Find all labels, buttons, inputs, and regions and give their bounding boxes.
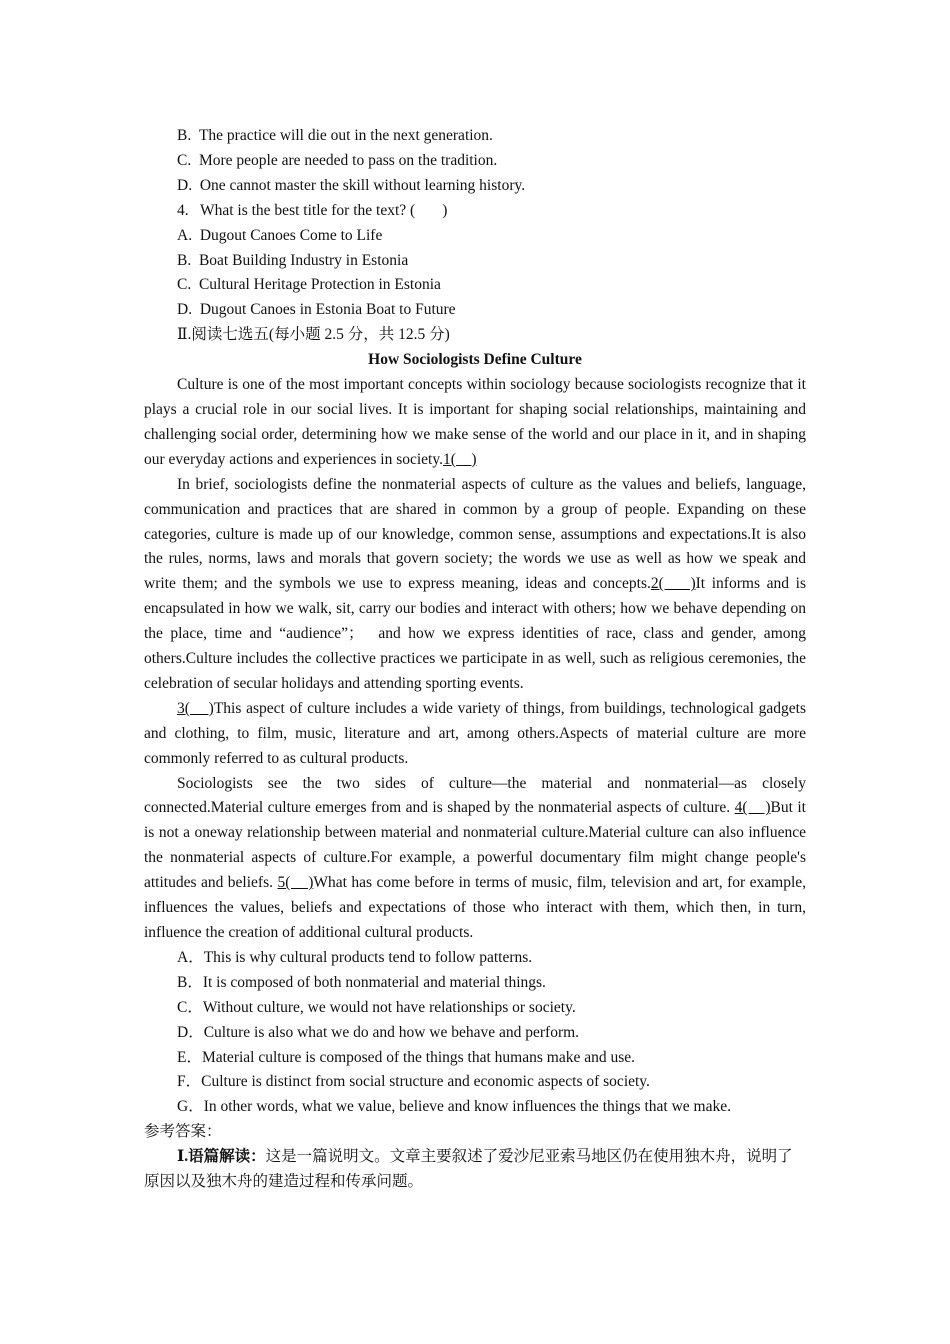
paragraph-3 — [144, 697, 806, 772]
option-e: E．Material culture is composed of the things that humans make and use. — [177, 1048, 635, 1066]
blank-5: 5( ) — [277, 874, 314, 892]
paragraph-1 — [144, 373, 806, 473]
document-page — [144, 124, 806, 1195]
q4-option-d: D. Dugout Canoes in Estonia Boat to Future — [177, 301, 456, 319]
blank-3: 3( ) — [177, 699, 214, 717]
option-b: B．It is composed of both nonmaterial and material things. — [177, 973, 546, 991]
paragraph-2-text-a: In brief, sociologists define the nonmaterial aspects of culture as the values and beliefs, language, communication and practices that are shared in common by a group of people. Expanding on these categories, culture is made up of our knowledge, common sense, assumptions and expectations.It is also the rules, norms, laws and morals that govern society; the words we use as well as how we speak and write them; and the symbols we use to express meaning, ideas and concepts. — [144, 475, 806, 593]
answer-label: Ⅰ.语篇解读： — [177, 1148, 266, 1166]
option-c: C．Without culture, we would not have relationships or society. — [177, 998, 576, 1016]
q4-option-b: B. Boat Building Industry in Estonia — [177, 251, 409, 269]
option-d: D．Culture is also what we do and how we behave and perform. — [177, 1023, 580, 1041]
q3-option-b: B. The practice will die out in the next generation. — [177, 127, 493, 144]
paragraph-1-text: Culture is one of the most important concepts within sociology because sociologists recognize that it plays a crucial role in our social lives. It is important for shaping social relationships, maintaining and challenging social order, determining how we make sense of the world and our place in it, and in shaping our everyday actions and experiences in society. — [144, 376, 806, 468]
q3-option-c: C. More people are needed to pass on the tradition. — [177, 151, 498, 169]
q4-option-c: C. Cultural Heritage Protection in Estonia — [177, 276, 441, 294]
passage-title: How Sociologists Define Culture — [368, 351, 582, 369]
option-f: F．Culture is distinct from social structure and economic aspects of society. — [177, 1073, 650, 1091]
option-a: A．This is why cultural products tend to follow patterns. — [177, 948, 533, 966]
answer-text: 这是一篇说明文。文章主要叙述了爱沙尼亚索马地区仍在使用独木舟，说明了原因以及独木舟的建造过程和传承问题。 — [144, 1148, 793, 1191]
section2-heading: Ⅱ.阅读七选五(每小题 2.5 分，共 12.5 分) — [177, 326, 450, 344]
q3-option-d: D. One cannot master the skill without learning history. — [177, 176, 526, 194]
blank-4: 4( ) — [734, 799, 771, 817]
blank-2: 2( ) — [650, 575, 696, 593]
option-g: G．In other words, what we value, believe and know influences the things that we make. — [177, 1098, 731, 1116]
blank-1: 1( ) — [442, 450, 477, 468]
paragraph-3-text: This aspect of culture includes a wide variety of things, from buildings, technological gadgets and clothing, to film, music, literature and art, among others.Aspects of material culture are more commonly referred to as cultural products. — [144, 699, 806, 767]
q4-stem: 4. What is the best title for the text? ( ) — [177, 201, 448, 219]
paragraph-4-text-c: What has come before in terms of music, film, television and art, for example, influences the values, beliefs and expectations of those who interact with them, which then, in turn, influence the creation of additional cultural products. — [144, 874, 806, 941]
paragraph-4-text-a: Sociologists see the two sides of culture—the material and nonmaterial—as closely connected.Material culture emerges from and is shaped by the nonmaterial aspects of culture. — [144, 774, 806, 817]
paragraph-2-text-b: It informs and is encapsulated in how we walk, sit, carry our bodies and interact with others; how we behave depending on the place, time and “audience”； and how we express identities of race, class and gender, among others.Culture includes the collective practices we participate in as well, such as religious ceremonies, the celebration of secular holidays and attending sporting events. — [144, 575, 807, 692]
paragraph-2 — [144, 473, 806, 697]
answer-explanation — [144, 1145, 806, 1195]
answers-heading: 参考答案： — [144, 1123, 222, 1141]
q4-option-a: A. Dugout Canoes Come to Life — [177, 226, 383, 244]
paragraph-4-text-b: But it is not a oneway relationship between material and nonmaterial culture.Material culture can also influence the nonmaterial aspects of culture.For example, a powerful documentary film might change people's attitudes and beliefs. — [144, 799, 806, 892]
paragraph-4 — [144, 772, 806, 946]
